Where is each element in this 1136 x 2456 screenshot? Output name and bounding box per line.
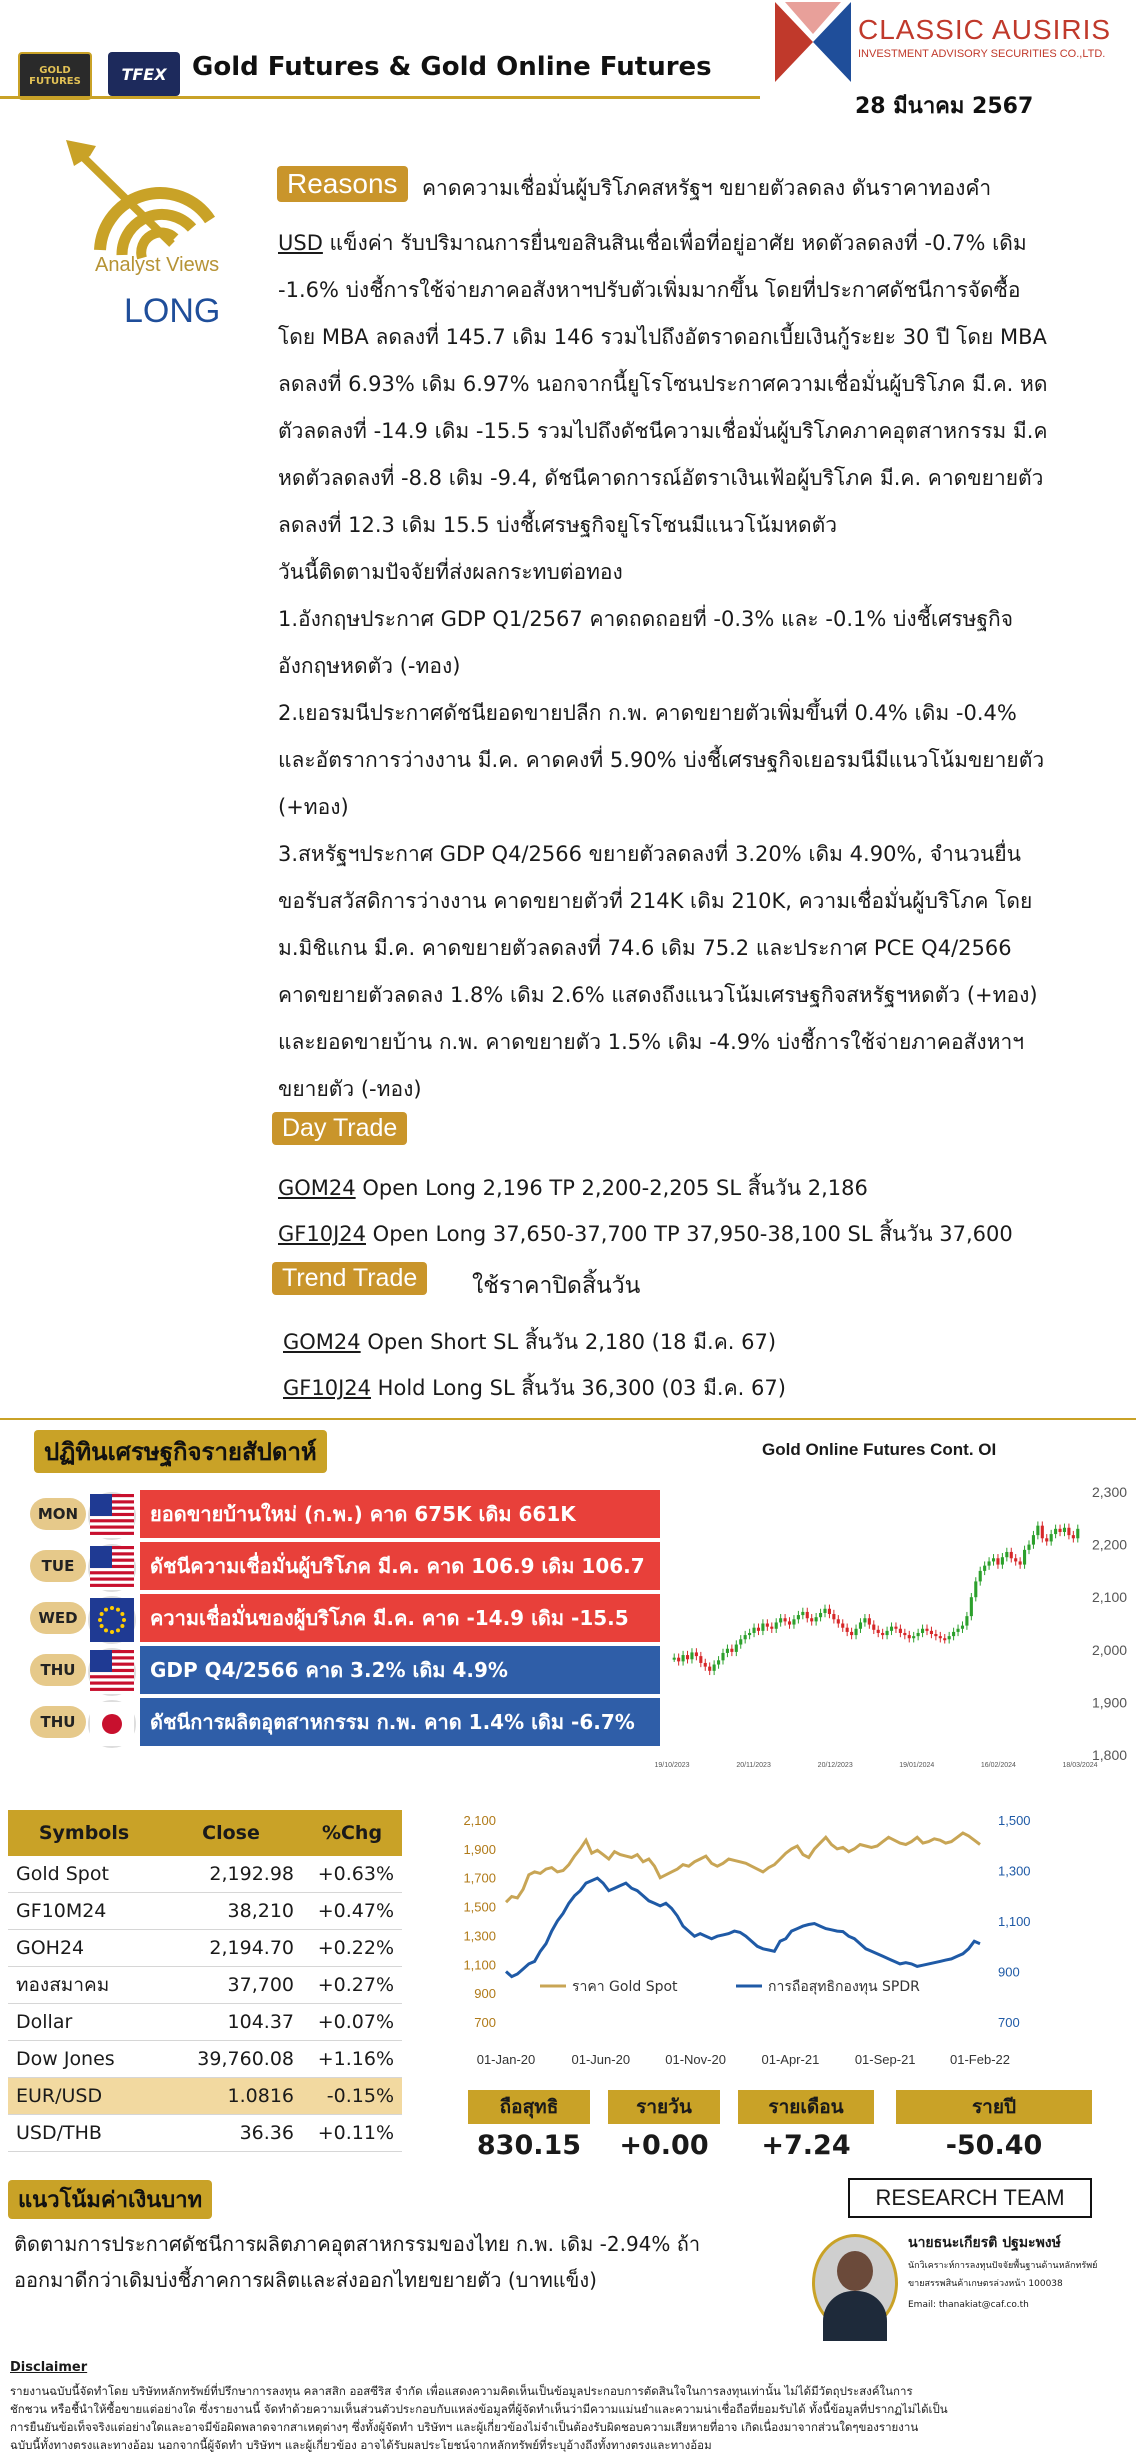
reasons-line: ลดลงที่ 12.3 เดิม 15.5 บ่งชี้เศรษฐกิจยูโรโซนมีแนวโน้มหดตัว [278,513,838,537]
jp-flag-icon [88,1700,136,1748]
reasons-line: อังกฤษหดตัว (-ทอง) [278,654,461,678]
close-cell: 36.36 [160,2115,302,2152]
calendar-row [30,1594,660,1642]
candle-body [961,1626,964,1629]
x-tick-label: 01-Jun-20 [571,2052,631,2067]
oi-chart [654,1470,1136,1770]
candle-body [757,1628,760,1631]
us-flag-icon [88,1544,136,1592]
reasons-tag: Reasons [277,166,408,202]
candle-body [903,1633,906,1635]
reasons-line: คาดขยายตัวลดลง 1.8% เดิม 2.6% แสดงถึงแนวโน้มเศรษฐกิจสหรัฐฯหดตัว (+ทอง) [278,983,1038,1007]
y-tick-label: 1,900 [1092,1694,1128,1711]
eu-flag-icon [88,1596,136,1644]
candle-body [752,1628,755,1633]
candle-body [761,1624,764,1631]
table-header-row [8,1810,402,1856]
reasons-line-text: แข็งค่า รับปริมาณการยื่นขอสินสินเชื่อเพื่อที่อยู่อาศัย หดตัวลดลงที่ -0.7% เดิม [322,231,1027,255]
y-right-tick-label: 1,100 [998,1914,1031,1929]
x-tick-label: 18/03/2024 [1062,1762,1098,1769]
candle-body [1005,1552,1008,1557]
stat-header: รายเดือน [738,2090,874,2124]
researcher-email: Email: thanakiat@caf.co.th [908,2300,1029,2310]
reasons-line [278,220,1106,267]
baht-line: ออกมาดีกว่าเดิมบ่งชี้ภาคการผลิตและส่งออกไทยขยายตัว (บาทแข็ง) [14,2268,597,2292]
candle-body [726,1649,729,1653]
series-line [506,1878,980,1977]
candle-body [721,1653,724,1660]
stat-header: รายวัน [608,2090,720,2124]
candle-body [1023,1550,1026,1565]
close-cell: 1.0816 [160,2078,302,2115]
reasons-line: 1.อังกฤษประกาศ GDP Q1/2567 คาดถดถอยที่ -0.3% และ -0.1% บ่งชี้เศรษฐกิจ [278,607,1014,631]
researcher-detail: ขายสรรพสินค้าเกษตรล่วงหน้า 100038 [908,2279,1063,2289]
brand-subtitle: INVESTMENT ADVISORY SECURITIES CO.,LTD. [858,48,1106,60]
symbol-cell: GOH24 [8,1930,160,1967]
candle-body [952,1632,955,1636]
candle-body [912,1636,915,1638]
close-cell: 37,700 [160,1967,302,2004]
y-left-tick-label: 1,100 [463,1957,496,1973]
reasons-line: ตัวลดลงที่ -14.9 เดิม -15.5 รวมไปถึงดัชนีความเชื่อมั่นผู้บริโภคภาคอุตสาหกรรม มี.ค [278,419,1048,443]
candle-body [1001,1557,1004,1564]
analyst-views-label: Analyst Views [95,254,220,276]
y-left-tick-label: 1,900 [463,1841,496,1857]
candle-body [735,1645,738,1652]
candle-body [744,1635,747,1639]
disclaimer-line: รายงานฉบับนี้จัดทำโดย บริษัทหลักทรัพย์ที่ปรึกษาการลงทุน คลาสสิก ออสซีริส จำกัด เพื่อแสดงความคิดเห็นเป็นข้อมูลประกอบการตัดสินใจในการลงทุนเท่านั้น ไม่ได้มีวัตถุประสงค์ในการ [10,2384,913,2398]
calendar-row [30,1698,660,1746]
legend-label: การถือสุทธิกองทุน SPDR [768,1979,920,1995]
candle-body [868,1618,871,1624]
disclaimer-line: การยืนยันข้อเท็จจริงแต่อย่างใดและอาจมีข้อผิดพลาดจากสาเหตุต่างๆ ซึ่งทั้งผู้จัดทำ บริษัทฯ และผู้เกี่ยวข้องไม่จำเป็นต้องรับผิดชอบความเสียหายที่อาจ เกิดเนื่องมาจากส่วนใดๆของรายงาน [10,2420,919,2434]
candle-body [996,1558,999,1564]
stat-value: 830.15 [476,2130,582,2161]
candle-body [717,1660,720,1664]
calendar-event: ดัชนีการผลิตอุตสาหกรรม ก.พ. คาด 1.4% เดิม -6.7% [140,1698,660,1746]
candle-body [699,1656,702,1663]
candle-body [956,1629,959,1632]
table-row [8,2115,402,2152]
calendar-row [30,1542,660,1590]
x-tick-label: 20/11/2023 [736,1762,771,1769]
reasons-line: วันนี้ติดตามปัจจัยที่ส่งผลกระทบต่อทอง [278,560,623,584]
x-tick-label: 01-Feb-22 [950,2052,1010,2067]
reasons-line: ม.มิชิแกน มี.ค. คาดขยายตัวลดลงที่ 74.6 เดิม 75.2 และประกาศ PCE Q4/2566 [278,936,1012,960]
y-left-tick-label: 1,500 [463,1899,496,1915]
candle-body [886,1631,889,1635]
classic-ausiris-logo [775,2,851,82]
candle-body [770,1627,773,1629]
x-tick-label: 01-Apr-21 [761,2052,820,2067]
reasons-line: 2.เยอรมนีประกาศดัชนียอดขายปลีก ก.พ. คาดขยายตัวเพิ่มขึ้นที่ 0.4% เดิม -0.4% [278,701,1017,725]
y-tick-label: 2,100 [1092,1589,1128,1606]
table-row [8,2078,402,2115]
candle-body [797,1615,800,1619]
candle-body [686,1655,689,1659]
x-tick-label: 01-Sep-21 [854,2052,916,2067]
header-rule [0,96,760,99]
close-cell: 104.37 [160,2004,302,2041]
disclaimer-line: ฉบับนี้ทั้งทางตรงและทางอ้อม นอกจากนี้ผู้จัดทำ บริษัทฯ และผู้เกี่ยวข้อง อาจได้รับผลประโยชน์จากหลักทรัพย์ที่ระบุอ้างถึงทั้งทางตรงและทางอ้อม [10,2438,712,2452]
trade-text: Hold Long SL สิ้นวัน 36,300 (03 มี.ค. 67) [371,1376,786,1400]
chg-cell: +0.07% [302,2004,402,2041]
chg-cell: +1.16% [302,2041,402,2078]
y-left-tick-label: 1,300 [463,1928,496,1944]
candle-body [775,1622,778,1628]
y-tick-label: 2,200 [1092,1536,1128,1553]
close-cell: 2,194.70 [160,1930,302,1967]
calendar-event: ยอดขายบ้านใหม่ (ก.พ.) คาด 675K เดิม 661K [140,1490,660,1538]
stat-header: รายปี [896,2090,1092,2124]
candle-body [921,1629,924,1633]
candle-body [881,1633,884,1635]
symbol-cell: GF10M24 [8,1893,160,1930]
symbol-cell: Gold Spot [8,1856,160,1893]
day-pill: TUE [30,1550,86,1582]
candle-body [682,1655,685,1661]
trade-symbol: GF10J24 [278,1222,366,1246]
candle-body [894,1627,897,1629]
table-row [8,2004,402,2041]
chg-cell: +0.63% [302,1856,402,1893]
calendar-event: ความเชื่อมั่นของผู้บริโภค มี.ค. คาด -14.9 เดิม -15.5 [140,1594,660,1642]
candle-body [992,1558,995,1561]
symbol-cell: ทองสมาคม [8,1967,160,2004]
candle-body [934,1634,937,1636]
reasons-line: ขยายตัว (-ทอง) [278,1077,422,1101]
day-pill: THU [30,1654,86,1686]
header-title: Gold Futures & Gold Online Futures [192,52,712,82]
candle-body [832,1614,835,1619]
candle-body [979,1571,982,1582]
reasons-headline: คาดความเชื่อมั่นผู้บริโภคสหรัฐฯ ขยายตัวลดลง ดันราคาทองคำ [422,176,992,200]
x-tick-label: 01-Nov-20 [665,2052,726,2067]
stat-value: -50.40 [945,2130,1043,2161]
candle-body [854,1629,857,1635]
candle-body [1072,1535,1075,1538]
candle-body [713,1665,716,1671]
candle-body [970,1597,973,1616]
day-trade-item [278,1218,1013,1251]
calendar-event: ดัชนีความเชื่อมั่นผู้บริโภค มี.ค. คาด 106.9 เดิม 106.7 [140,1542,660,1590]
symbol-cell: Dollar [8,2004,160,2041]
trade-text: Open Long 37,650-37,700 TP 37,950-38,100 SL สิ้นวัน 37,600 [366,1222,1013,1246]
candle-body [739,1639,742,1644]
candle-body [837,1619,840,1623]
trend-trade-tag: Trend Trade [272,1262,427,1295]
candle-body [943,1638,946,1640]
candle-body [859,1622,862,1628]
table-row [8,1893,402,1930]
research-team-title: RESEARCH TEAM [848,2178,1092,2218]
table-row [8,1856,402,1893]
chg-cell: +0.27% [302,1967,402,2004]
candle-body [930,1631,933,1634]
day-trade-tag: Day Trade [272,1112,407,1145]
analyst-view-value: LONG [124,292,221,330]
reasons-line: หดตัวลดลงที่ -8.8 เดิม -9.4, ดัชนีคาดการณ์อัตราเงินเฟ้อผู้บริโภค มี.ค. คาดขยายตัว [278,466,1044,490]
tfex-logo: TFEX [108,52,180,96]
candle-body [846,1628,849,1632]
target-arrow-icon [60,140,230,270]
x-tick-label: 19/01/2024 [899,1762,935,1769]
candle-body [872,1625,875,1630]
day-pill: THU [30,1706,86,1738]
candle-body [917,1633,920,1636]
disclaimer-text [10,2382,1126,2454]
reasons-line: ขอรับสวัสดิการว่างงาน คาดขยายตัวที่ 214K เดิม 210K, ความเชื่อมั่นผู้บริโภค โดย [278,889,1033,913]
candle-body [1054,1529,1057,1534]
symbol-cell: EUR/USD [8,2078,160,2115]
candle-body [788,1621,791,1624]
candle-body [1010,1552,1013,1558]
trade-symbol: GOM24 [283,1330,361,1354]
y-left-tick-label: 1,700 [463,1870,496,1886]
calendar-row [30,1646,660,1694]
candle-body [948,1636,951,1639]
quote-table [8,1810,402,2152]
x-tick-label: 20/12/2023 [817,1762,853,1769]
candle-body [690,1652,693,1659]
candle-body [925,1629,928,1631]
candle-body [704,1663,707,1667]
oi-chart-title: Gold Online Futures Cont. OI [762,1440,997,1459]
y-left-tick-label: 700 [474,2015,496,2030]
reasons-line: 3.สหรัฐฯประกาศ GDP Q4/2566 ขยายตัวลดลงที่ 3.20% เดิม 4.90%, จำนวนยื่น [278,842,1021,866]
chg-cell: -0.15% [302,2078,402,2115]
baht-title: แนวโน้มค่าเงินบาท [8,2180,212,2219]
baht-line: ติดตามการประกาศดัชนีการผลิตภาคอุตสาหกรรมของไทย ก.พ. เดิม -2.94% ถ้า [14,2232,701,2256]
candle-body [673,1658,676,1660]
col-close: Close [160,1810,302,1856]
trend-trade-item [283,1372,786,1405]
stat-value: +7.24 [761,2130,851,2161]
col-symbols: Symbols [8,1810,160,1856]
candle-body [983,1566,986,1571]
trade-text: Open Long 2,196 TP 2,200-2,205 SL สิ้นวัน 2,186 [355,1176,868,1200]
reasons-line: ลดลงที่ 6.93% เดิม 6.97% นอกจากนี้ยูโรโซนประกาศความเชื่อมั่นผู้บริโภค มี.ค. หด [278,372,1048,396]
table-row [8,1930,402,1967]
candle-body [748,1633,751,1635]
candle-body [974,1581,977,1597]
trend-trade-note: ใช้ราคาปิดสิ้นวัน [472,1273,641,1299]
trade-symbol: GF10J24 [283,1376,371,1400]
research-card [812,2224,1136,2350]
candle-body [965,1616,968,1625]
candle-body [1041,1526,1044,1539]
calendar-title: ปฏิทินเศรษฐกิจรายสัปดาห์ [34,1430,327,1473]
researcher-detail: นักวิเคราะห์การลงทุนปัจจัยพื้นฐานด้านหลักทรัพย์ [908,2261,1098,2271]
symbol-cell: Dow Jones [8,2041,160,2078]
report-date: 28 มีนาคม 2567 [855,94,1034,119]
candle-body [779,1618,782,1622]
candle-body [850,1632,853,1635]
disclaimer-line: ชักชวน หรือชี้นำให้ซื้อขายแต่อย่างใด ซึ่งรายงานนี้ จัดทำด้วยความเห็นส่วนตัวประกอบกับแหล่งข้อมูลที่ผู้จัดทำเห็นว่ามีความแม่นยำและความน่าเชื่อถือที่ยอมรับได้ ทั้งนี้ข้อมูลที่ปรากฏไม่ได้เป็น [10,2402,948,2416]
candle-body [908,1635,911,1638]
reasons-line: และอัตราการว่างงาน มี.ค. คาดคงที่ 5.90% บ่งชี้เศรษฐกิจเยอรมนีมีแนวโน้มขยายตัว [278,748,1045,772]
candle-body [810,1618,813,1621]
y-right-tick-label: 1,300 [998,1863,1031,1879]
candle-body [1050,1534,1053,1541]
candle-body [801,1612,804,1615]
table-row [8,1967,402,2004]
table-row [8,2041,402,2078]
chg-cell: +0.47% [302,1893,402,1930]
candle-body [988,1561,991,1565]
day-trade-item [278,1172,868,1205]
candle-body [899,1629,902,1633]
reasons-body [278,220,1106,1113]
calendar-row [30,1490,660,1538]
legend-label: ราคา Gold Spot [572,1979,678,1995]
close-cell: 2,192.98 [160,1856,302,1893]
y-tick-label: 2,000 [1092,1641,1128,1658]
candle-body [939,1636,942,1638]
gold-futures-logo: GOLD FUTURES [18,52,92,100]
candle-body [1076,1529,1079,1538]
y-right-tick-label: 900 [998,1964,1020,1980]
trend-trade-item [283,1326,776,1359]
x-tick-label: 16/02/2024 [980,1762,1016,1769]
y-left-tick-label: 2,100 [463,1813,496,1828]
chg-cell: +0.22% [302,1930,402,1967]
candle-body [841,1624,844,1628]
candle-body [828,1609,831,1614]
y-tick-label: 2,300 [1092,1484,1128,1500]
symbol-cell: USD/THB [8,2115,160,2152]
candle-body [695,1652,698,1656]
trade-symbol: GOM24 [278,1176,356,1200]
candle-body [792,1619,795,1624]
calendar-event: GDP Q4/2566 คาด 3.2% เดิม 4.9% [140,1646,660,1694]
us-flag-icon [88,1492,136,1540]
close-cell: 38,210 [160,1893,302,1930]
candle-body [1058,1529,1061,1532]
candle-body [784,1618,787,1621]
col-chg: %Chg [302,1810,402,1856]
candle-body [1027,1545,1030,1550]
reasons-line: -1.6% บ่งชี้การใช้จ่ายภาคอสังหาฯปรับตัวเพิ่มมากขึ้น โดยที่ประกาศดัชนีการจัดซื้อ [278,278,1021,302]
stat-header: ถือสุทธิ [468,2090,590,2124]
x-tick-label: 01-Jan-20 [476,2052,536,2067]
disclaimer-title: Disclaimer [10,2360,88,2375]
candle-body [677,1658,680,1662]
us-flag-icon [88,1648,136,1696]
avatar [812,2234,898,2332]
section-divider [0,1418,1136,1420]
candle-body [1036,1526,1039,1535]
candle-body [1014,1558,1017,1561]
brand-name: CLASSIC AUSIRIS [858,14,1112,45]
y-tick-label: 1,800 [1092,1747,1128,1763]
y-right-tick-label: 700 [998,2015,1020,2030]
chg-cell: +0.11% [302,2115,402,2152]
y-right-tick-label: 1,500 [998,1813,1031,1828]
baht-text [14,2226,734,2298]
gold-spdr-chart [440,1800,1080,2080]
candle-body [766,1624,769,1627]
candle-body [1067,1528,1070,1535]
candle-body [1045,1538,1048,1541]
researcher-name: นายธนะเกียรติ ปฐมะพงษ์ [908,2235,1061,2251]
usd-label: USD [278,231,323,255]
candle-body [823,1609,826,1613]
candle-body [877,1630,880,1633]
candle-body [806,1612,809,1618]
candle-body [1032,1535,1035,1544]
y-left-tick-label: 900 [474,1986,496,2002]
trade-text: Open Short SL สิ้นวัน 2,180 (18 มี.ค. 67) [360,1330,777,1354]
candle-body [815,1617,818,1621]
candle-body [708,1667,711,1671]
day-pill: MON [30,1498,86,1530]
reasons-line: และยอดขายบ้าน ก.พ. คาดขยายตัว 1.5% เดิม -4.9% บ่งชี้การใช้จ่ายภาคอสังหาฯ [278,1030,1025,1054]
reasons-line: (+ทอง) [278,795,349,819]
day-pill: WED [30,1602,86,1634]
candle-body [863,1618,866,1622]
x-tick-label: 19/10/2023 [654,1762,690,1769]
candle-body [730,1649,733,1652]
candle-body [890,1627,893,1631]
reasons-line: โดย MBA ลดลงที่ 145.7 เดิม 146 รวมไปถึงอัตราดอกเบี้ยเงินกู้ระยะ 30 ปี โดย MBA [278,325,1047,349]
close-cell: 39,760.08 [160,2041,302,2078]
candle-body [819,1613,822,1617]
stat-value: +0.00 [619,2130,709,2161]
candle-body [1063,1528,1066,1532]
candle-body [1019,1561,1022,1564]
